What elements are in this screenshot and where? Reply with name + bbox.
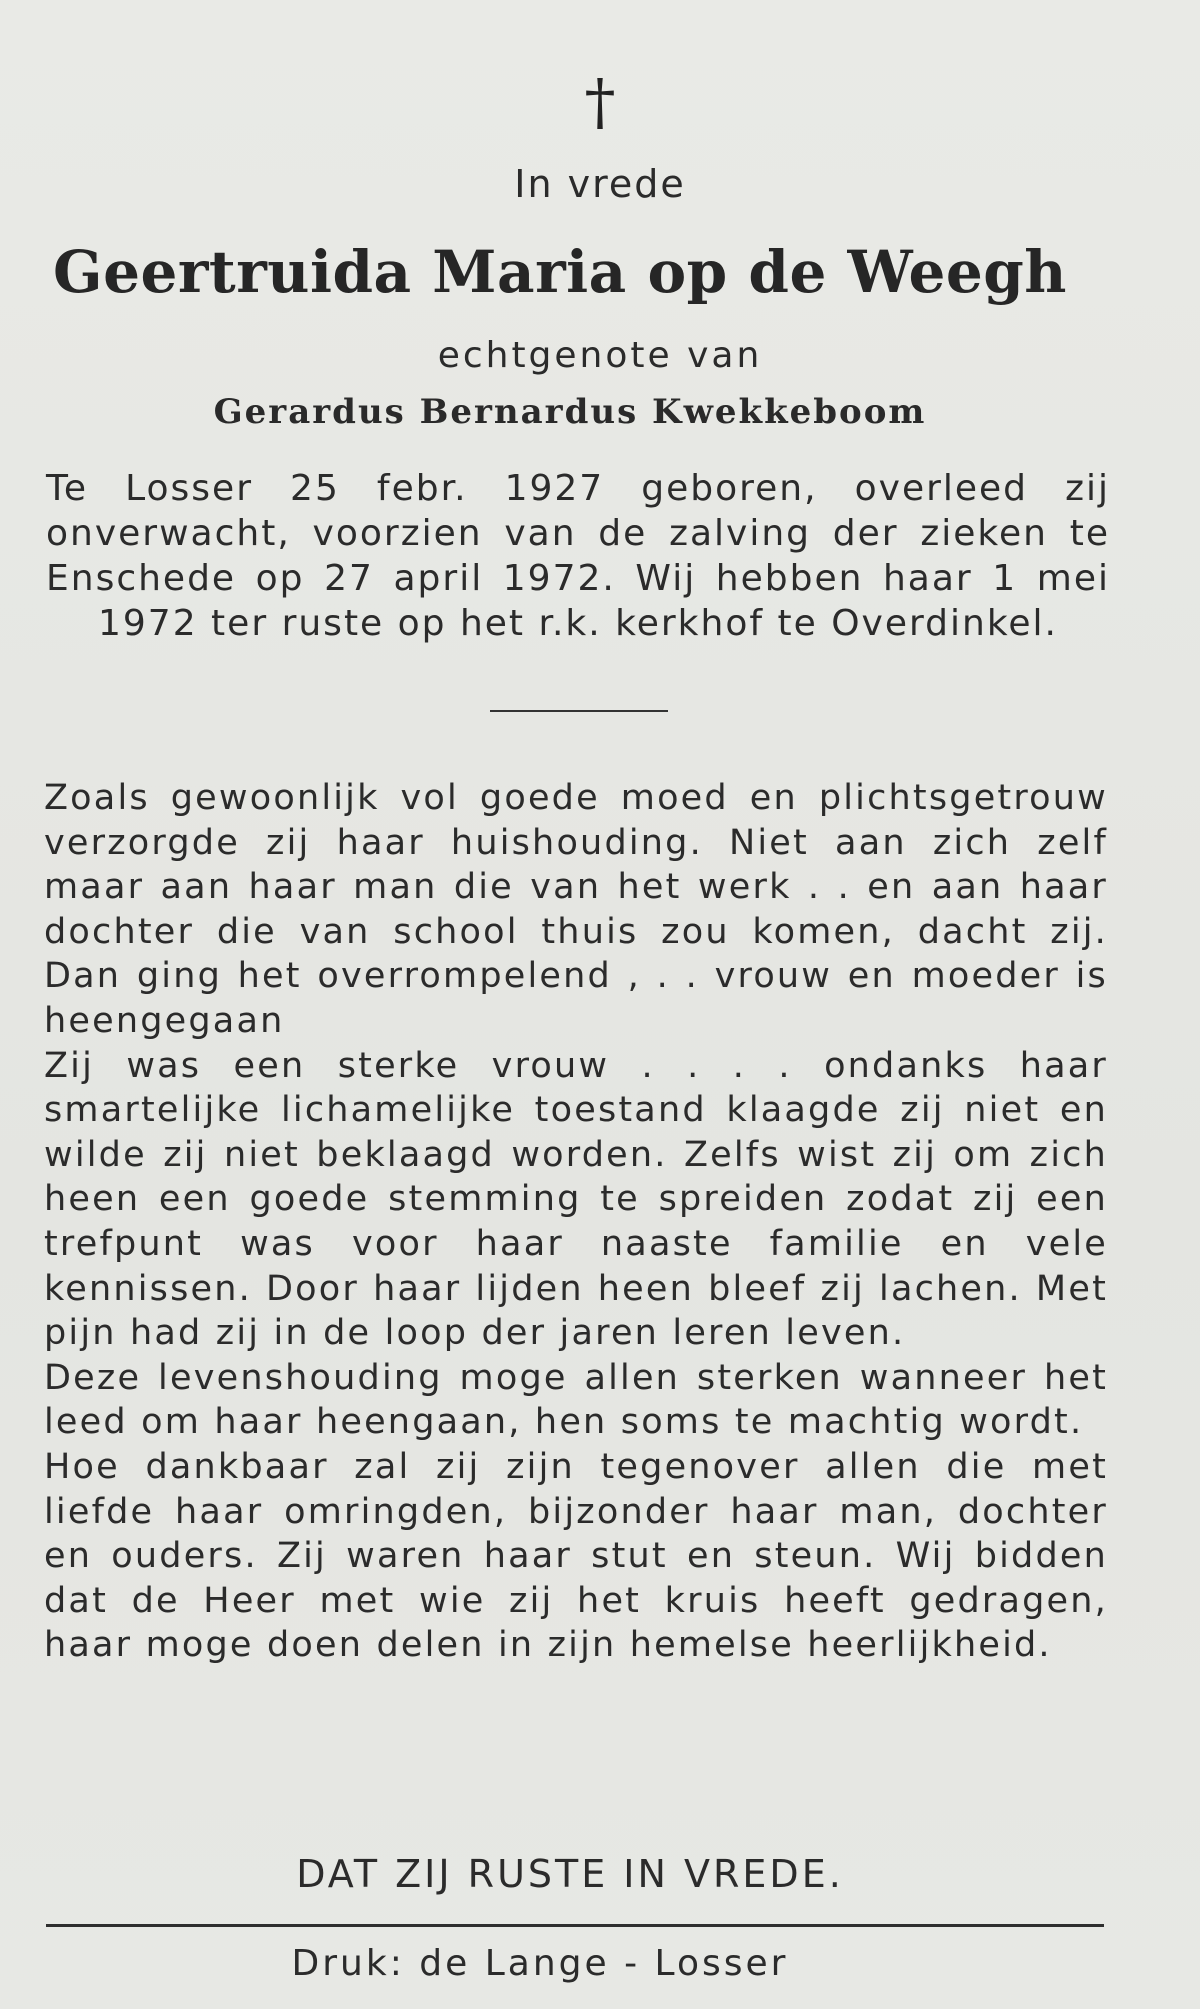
- long-divider: [46, 1924, 1104, 1927]
- short-divider: [490, 710, 668, 712]
- memorial-paragraph: Zij was een sterke vrouw . . . . ondanks haar smartelijke lichamelijke toestand klaagde zij niet en wilde zij niet beklaagd worden. Zelfs wist zij om zich heen een goede stemming te spreiden zodat zij een trefpunt was voor haar naaste familie en vele kennissen. Door haar lijden heen bleef zij lachen. Met pijn had zij in de loop der jaren leren leven.: [44, 1045, 1108, 1354]
- deceased-name: Geertruida Maria op de Weegh: [53, 238, 1067, 306]
- spouse-label: echtgenote van: [437, 335, 763, 376]
- memorial-paragraph: Hoe dankbaar zal zij zijn tegenover allen die met liefde haar omringden, bijzonder haar man, dochter en ouders. Zij waren haar stut en steun. Wij bidden dat de Heer met wie zij het kruis heeft gedragen, haar moge doen delen in zijn hemelse heerlijkheid.: [44, 1446, 1108, 1666]
- spouse-name: Gerardus Bernardus Kwekkeboom: [213, 392, 927, 432]
- heading-in-vrede: In vrede: [514, 162, 686, 206]
- memorial-text: [44, 776, 1108, 1668]
- memorial-paragraph: Zoals gewoonlijk vol goede moed en plichtsgetrouw verzorgde zij haar huishouding. Niet aan zich zelf maar aan haar man die van het werk . . en aan haar dochter die van school thuis zou komen, dacht zij. Dan ging het overrompelend , . . vrouw en moeder is heengegaan: [44, 778, 1108, 1041]
- memorial-paragraph: Deze levenshouding moge allen sterken wanneer het leed om haar heengaan, hen soms te machtig wordt.: [44, 1357, 1108, 1443]
- closing-line: DAT ZIJ RUSTE IN VREDE.: [296, 1852, 844, 1896]
- printer-credit: Druk: de Lange - Losser: [291, 1943, 789, 1984]
- biography-intro: Te Losser 25 febr. 1927 geboren, overleed zij onverwacht, voorzien van de zalving der zieken te Enschede op 27 april 1972. Wij hebben haar 1 mei 1972 ter ruste op het r.k. kerkhof te Overdinkel.: [46, 468, 1110, 644]
- cross-icon: †: [584, 65, 616, 138]
